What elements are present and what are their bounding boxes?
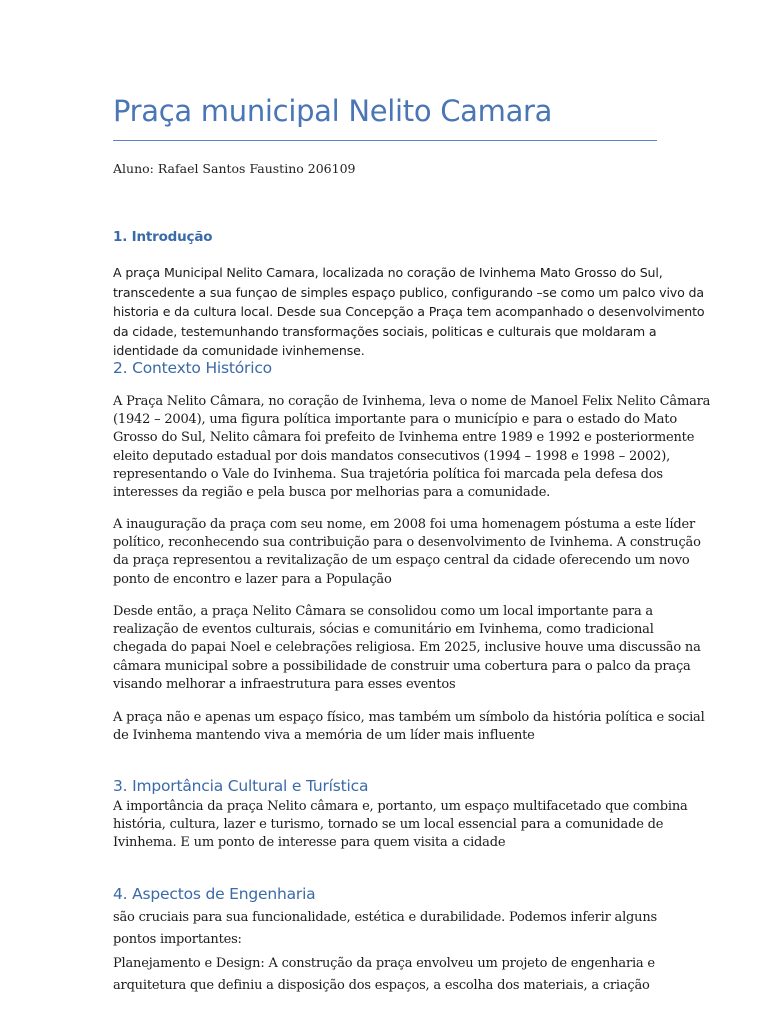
paragraph-line: pontos importantes: (113, 931, 242, 947)
title-underline (113, 140, 657, 141)
paragraph-engenharia-1 (113, 907, 703, 950)
paragraph-line: historia e da cultura local. Desde sua Concepção a Praça tem acompanhado o desenvolvimento (113, 304, 705, 319)
paragraph-line: Desde então, a praça Nelito Câmara se consolidou como um local importante para a (113, 604, 653, 619)
paragraph-line: representando o Vale do Ivinhema. Sua trajetória política foi marcada pela defesa dos (113, 466, 663, 482)
paragraph-line: A inauguração da praça com seu nome, em 2008 foi uma homenagem póstuma a este líder (113, 517, 695, 532)
paragraph-line: são cruciais para sua funcionalidade, estética e durabilidade. Podemos inferir alguns (113, 910, 657, 925)
section-heading-introducao: 1. Introdução (113, 229, 213, 245)
paragraph-engenharia-2 (113, 953, 703, 996)
paragraph-line: A praça Municipal Nelito Camara, localizada no coração de Ivinhema Mato Grosso do Sul, (113, 265, 663, 280)
paragraph-line: câmara municipal sobre a possibilidade de construir uma cobertura para o palco da praça (113, 658, 691, 674)
paragraph-line: A praça não e apenas um espaço físico, mas também um símbolo da história política e social (113, 710, 705, 725)
paragraph-line: (1942 – 2004), uma figura política importante para o município e para o estado do Mato (113, 412, 677, 428)
paragraph-line: político, reconhecendo sua contribuição para o desenvolvimento de Ivinhema. A construção (113, 535, 701, 551)
document-title: Praça municipal Nelito Camara (113, 94, 553, 128)
paragraph-line: da cidade, testemunhando transformações sociais, politicas e culturais que moldaram a (113, 323, 657, 339)
paragraph-importancia (113, 798, 703, 853)
paragraph-line: A importância da praça Nelito câmara e, portanto, um espaço multifacetado que combina (113, 799, 688, 814)
paragraph-line: Grosso do Sul, Nelito câmara foi prefeito de Ivinhema entre 1989 e 1992 e posteriormente (113, 430, 695, 446)
paragraph-line: A Praça Nelito Câmara, no coração de Ivinhema, leva o nome de Manoel Felix Nelito Câmara (113, 394, 711, 409)
paragraph-line: história, cultura, lazer e turismo, tornado se um local essencial para a comunidade de (113, 817, 664, 833)
author-line: Aluno: Rafael Santos Faustino 206109 (113, 161, 356, 176)
paragraph-line: ponto de encontro e lazer para a População (113, 571, 392, 587)
section-heading-aspectos-engenharia: 4. Aspectos de Engenharia (113, 885, 316, 903)
paragraph-line: da praça representou a revitalização de um espaço central da cidade oferecendo um novo (113, 553, 690, 569)
paragraph-line: visando melhorar a infraestrutura para esses eventos (113, 676, 456, 692)
paragraph-contexto-4 (113, 709, 703, 745)
paragraph-line: chegada do papai Noel e celebrações religiosa. Em 2025, inclusive houve uma discussão na (113, 640, 701, 656)
paragraph-line: de Ivinhema mantendo viva a memória de um líder mais influente (113, 728, 535, 744)
paragraph-line: arquitetura que definiu a disposição dos espaços, a escolha dos materiais, a criação (113, 977, 650, 993)
paragraph-line: eleito deputado estadual por dois mandatos consecutivos (1994 – 1998 e 1998 – 2002), (113, 448, 671, 464)
paragraph-line: Planejamento e Design: A construção da praça envolveu um projeto de engenharia e (113, 956, 655, 971)
paragraph-line: realização de eventos culturais, sócias e comunitário em Ivinhema, como tradicional (113, 622, 654, 638)
paragraph-introducao (113, 263, 705, 361)
paragraph-line: identidade da comunidade ivinhemense. (113, 343, 365, 358)
paragraph-line: Ivinhema. E um ponto de interesse para quem visita a cidade (113, 835, 506, 851)
paragraph-line: interesses da região e pela busca por melhorias para a comunidade. (113, 485, 551, 501)
paragraph-contexto-3 (113, 603, 703, 694)
paragraph-line: transcedente a sua funçao de simples espaço publico, configurando –se como um palco vivo da (113, 284, 704, 300)
section-heading-importancia-cultural: 3. Importância Cultural e Turística (113, 777, 369, 795)
paragraph-contexto-1 (113, 393, 711, 502)
section-heading-contexto-historico: 2. Contexto Histórico (113, 359, 272, 377)
paragraph-contexto-2 (113, 516, 703, 589)
